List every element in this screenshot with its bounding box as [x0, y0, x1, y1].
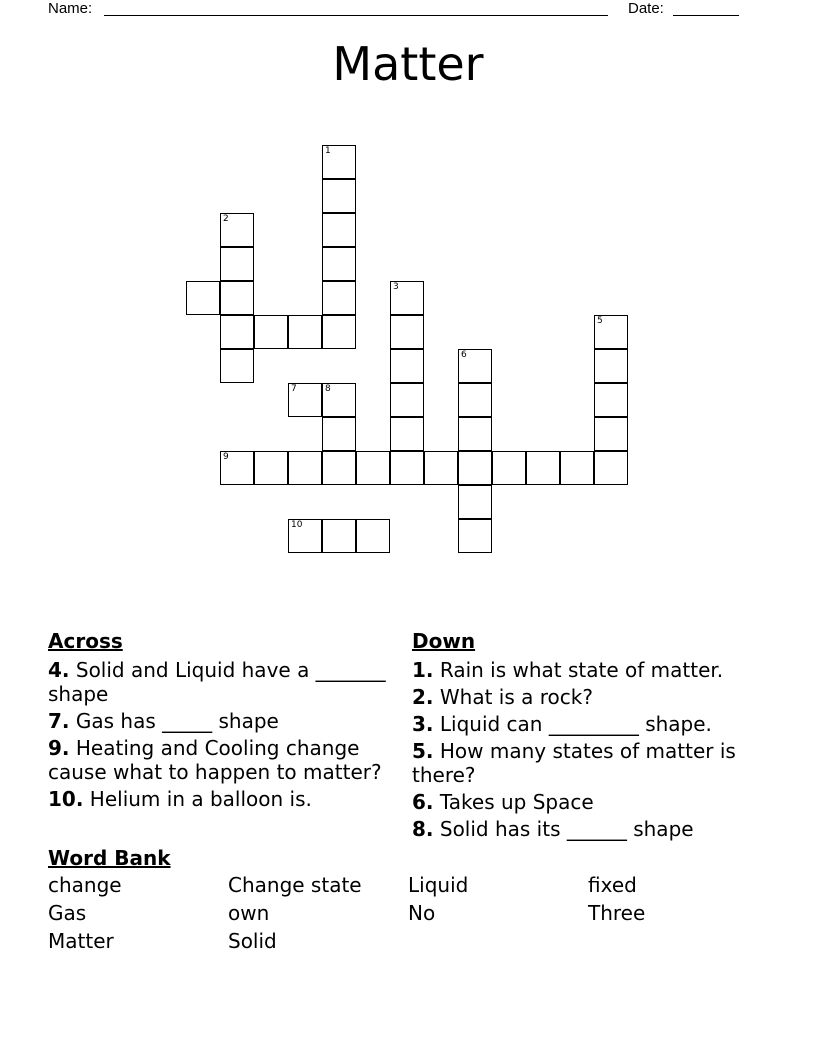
grid-cell[interactable] [254, 451, 288, 485]
clue-num: 5. [412, 739, 434, 763]
word-bank-word: Solid [228, 929, 277, 953]
clue-number: 1 [325, 146, 331, 156]
grid-cell[interactable] [322, 417, 356, 451]
across-clue [48, 709, 398, 733]
word-bank [48, 845, 768, 955]
word-bank-word: Three [588, 901, 646, 925]
clue-number: 2 [223, 214, 229, 224]
grid-cell[interactable] [288, 451, 322, 485]
across-clue [48, 736, 398, 784]
clue-number: 5 [597, 316, 603, 326]
grid-cell[interactable] [356, 519, 390, 553]
grid-cell[interactable] [458, 349, 492, 383]
grid-cell[interactable] [458, 383, 492, 417]
grid-cell[interactable] [322, 247, 356, 281]
grid-cell[interactable] [186, 281, 220, 315]
grid-cell[interactable] [390, 383, 424, 417]
grid-cell[interactable] [288, 315, 322, 349]
clue-text: Solid and Liquid have a _______ shape [48, 658, 386, 706]
name-label: Name: [48, 0, 93, 17]
grid-cell[interactable] [322, 281, 356, 315]
grid-cell[interactable] [594, 417, 628, 451]
grid-cell[interactable] [322, 519, 356, 553]
down-heading: Down [412, 629, 476, 653]
clue-number: 7 [291, 384, 297, 394]
clue-text: How many states of matter is there? [412, 739, 736, 787]
clue-text: Helium in a balloon is. [83, 787, 312, 811]
clue-text: Gas has _____ shape [69, 709, 279, 733]
word-bank-word: Matter [48, 929, 114, 953]
grid-cell[interactable] [390, 349, 424, 383]
word-bank-word: Liquid [408, 873, 469, 897]
grid-cell[interactable] [254, 315, 288, 349]
across-heading: Across [48, 629, 123, 653]
down-clue [412, 739, 772, 787]
word-bank-heading: Word Bank [48, 846, 171, 870]
clue-num: 9. [48, 736, 70, 760]
word-bank-word: fixed [588, 873, 637, 897]
grid-cell[interactable] [220, 315, 254, 349]
grid-cell[interactable] [220, 349, 254, 383]
down-clue [412, 817, 772, 841]
grid-cell[interactable] [356, 451, 390, 485]
clue-text: Takes up Space [433, 790, 594, 814]
clue-num: 2. [412, 685, 434, 709]
down-clues [412, 628, 772, 844]
word-bank-word: Change state [228, 873, 362, 897]
clue-number: 6 [461, 350, 467, 360]
clue-num: 1. [412, 658, 434, 682]
grid-cell[interactable] [322, 383, 356, 417]
clue-num: 7. [48, 709, 70, 733]
clue-number: 9 [223, 452, 229, 462]
clue-text: Solid has its ______ shape [433, 817, 694, 841]
clue-text: Rain is what state of matter. [433, 658, 724, 682]
grid-cell[interactable] [458, 519, 492, 553]
word-bank-word: Gas [48, 901, 87, 925]
date-label: Date: [628, 0, 664, 17]
grid-cell[interactable] [458, 485, 492, 519]
grid-cell[interactable] [526, 451, 560, 485]
grid-cell[interactable] [390, 315, 424, 349]
clue-text: What is a rock? [433, 685, 593, 709]
grid-cell[interactable] [594, 315, 628, 349]
grid-cell[interactable] [560, 451, 594, 485]
word-bank-word: change [48, 873, 122, 897]
clue-text: Liquid can _________ shape. [433, 712, 712, 736]
clue-number: 3 [393, 282, 399, 292]
clue-number: 10 [291, 520, 303, 530]
grid-cell[interactable] [424, 451, 458, 485]
grid-cell[interactable] [220, 451, 254, 485]
across-clue [48, 658, 398, 706]
down-clue [412, 712, 772, 736]
clue-num: 4. [48, 658, 70, 682]
word-bank-word: own [228, 901, 270, 925]
clue-num: 3. [412, 712, 434, 736]
grid-cell[interactable] [390, 417, 424, 451]
word-bank-grid [48, 871, 768, 955]
grid-cell[interactable] [390, 281, 424, 315]
down-clue [412, 685, 772, 709]
grid-cell[interactable] [322, 315, 356, 349]
grid-cell[interactable] [390, 451, 424, 485]
word-bank-word: No [408, 901, 436, 925]
page-title: Matter [332, 37, 484, 91]
down-clue [412, 790, 772, 814]
grid-cell[interactable] [322, 179, 356, 213]
across-clues [48, 628, 398, 814]
grid-cell[interactable] [220, 281, 254, 315]
down-clue-list [412, 658, 772, 841]
clue-text: Heating and Cooling change cause what to happen to matter? [48, 736, 382, 784]
grid-cell[interactable] [220, 213, 254, 247]
down-clue [412, 658, 772, 682]
grid-cell[interactable] [594, 383, 628, 417]
grid-cell[interactable] [458, 417, 492, 451]
grid-cell[interactable] [322, 451, 356, 485]
grid-cell[interactable] [322, 213, 356, 247]
grid-cell[interactable] [288, 383, 322, 417]
grid-cell[interactable] [288, 519, 322, 553]
clue-num: 6. [412, 790, 434, 814]
grid-cell[interactable] [492, 451, 526, 485]
grid-cell[interactable] [322, 145, 356, 179]
grid-cell[interactable] [458, 451, 492, 485]
grid-cell[interactable] [594, 349, 628, 383]
across-clue-list [48, 658, 398, 811]
clue-num: 8. [412, 817, 434, 841]
grid-cell[interactable] [220, 247, 254, 281]
grid-cell[interactable] [594, 451, 628, 485]
clue-num: 10. [48, 787, 84, 811]
clue-number: 8 [325, 384, 331, 394]
across-clue [48, 787, 398, 811]
